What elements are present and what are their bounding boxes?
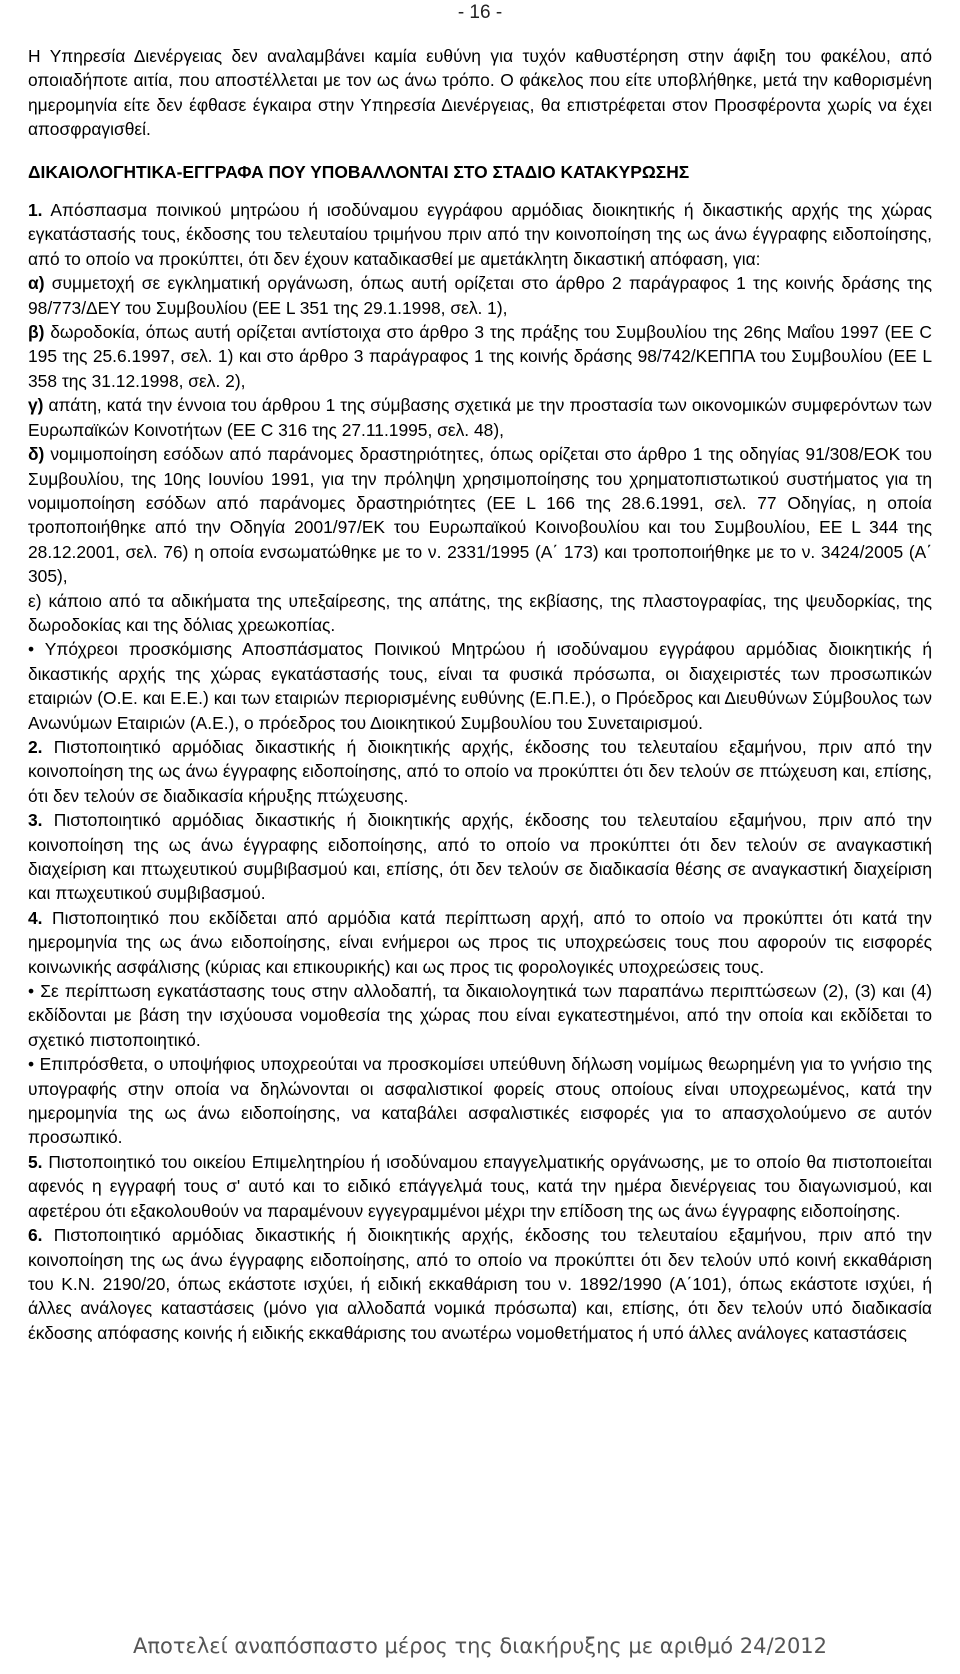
item-1a-text: συμμετοχή σε εγκληματική οργάνωση, όπως αυτή ορίζεται στο άρθρο 2 παράγραφος 1 της κοινής δράσης της 98/773/ΔΕΥ του Συμβουλίου (ΕΕ L 351 της 29.1.1998, σελ. 1),: [28, 273, 932, 318]
intro-paragraph: Η Υπηρεσία Διενέργειας δεν αναλαμβάνει καμία ευθύνη για τυχόν καθυστέρηση στην άφιξη του φακέλου, από οποιαδήποτε αιτία, που αποστέλλεται με τον ως άνω τρόπο. Ο φάκελος που είτε υποβλήθηκε, μετά την καθορισμένη ημερομηνία είτε δεν έφθασε έγκαιρα στην Υπηρεσία Διενέργειας, θα επιστρέφεται στον Προσφέροντα χωρίς να έχει αποσφραγισθεί.: [28, 46, 932, 140]
page-number: - 16 -: [457, 2, 503, 23]
item-3: [28, 808, 932, 906]
item-1-label: 1.: [28, 200, 43, 221]
item-3-text: Πιστοποιητικό αρμόδιας δικαστικής ή διοικητικής αρχής, έκδοσης του τελευταίου εξαμήνου, πριν από την κοινοποίηση της ως άνω έγγραφης ειδοποίησης, από το οποίο να προκύπτει ότι δεν τελούν σε αναγκαστική διαχείριση και πτωχευτικού συμβιβασμού και, επίσης, ότι δεν τελούν σε διαδικασία θέσης σε αναγκαστική διαχείριση και πτωχευτικού συμβιβασμού.: [28, 810, 932, 904]
bullet-2: • Σε περίπτωση εγκατάστασης τους στην αλλοδαπή, τα δικαιολογητικά των παραπάνω περιπτώσεων (2), (3) και (4) εκδίδονται με βάση την ισχύουσα νομοθεσία της χώρας που είναι εγκατεστημένοι, από την οποία και εκδίδεται το σχετικό πιστοποιητικό.: [28, 981, 932, 1050]
item-1: [28, 198, 932, 271]
item-1b: [28, 320, 932, 393]
bullet-3: • Επιπρόσθετα, ο υποψήφιος υποχρεούται να προσκομίσει υπεύθυνη δήλωση νομίμως θεωρημένη για το γνήσιο της υπογραφής στην οποία να δηλώνονται οι ασφαλιστικοί φορείς στους οποίους είναι υποχρεωμένος, κατά την ημερομηνία της ως άνω ειδοποίησης, να καταβάλει ασφαλιστικές εισφορές για το απασχολούμενο σε αυτόν προσωπικό.: [28, 1054, 932, 1148]
item-6-text: Πιστοποιητικό αρμόδιας δικαστικής ή διοικητικής αρχής, έκδοσης του τελευταίου εξαμήνου, πριν από την κοινοποίηση της ως άνω έγγραφης ειδοποίησης, από το οποίο να προκύπτει ότι δεν τελούν υπό κοινή εκκαθάριση του Κ.Ν. 2190/20, όπως εκάστοτε ισχύει, ή ειδική εκκαθάριση του ν. 1892/1990 (Α΄101), όπως εκάστοτε ισχύει, ή άλλες ανάλογες καταστάσεις (μόνο για αλλοδαπά νομικά πρόσωπα) και, επίσης, ότι δεν τελούν υπό διαδικασία έκδοσης απόφασης κοινής ή ειδικής εκκαθάρισης του ανωτέρω νομοθετήματος ή υπό άλλες ανάλογες καταστάσεις: [28, 1225, 932, 1343]
item-1a: [28, 271, 932, 320]
bullet-1: • Υπόχρεοι προσκόμισης Αποσπάσματος Ποινικού Μητρώου ή ισοδύναμου εγγράφου αρμόδιας διοικητικής ή δικαστικής αρχής της χώρας εγκατάστασής τους, είναι τα φυσικά πρόσωπα, οι διαχειριστές των προσωπικών εταιριών (Ο.Ε. και Ε.Ε.) και των εταιριών περιορισμένης ευθύνης (Ε.Π.Ε.), ο Πρόεδρος και Διευθύνων Σύμβουλος των Ανωνύμων Εταιριών (Α.Ε.), ο πρόεδρος του Διοικητικού Συμβουλίου του Συνεταιρισμού.: [28, 639, 932, 733]
item-5: [28, 1150, 932, 1223]
page-footer: Αποτελεί αναπόσπαστο μέρος της διακήρυξης με αριθμό 24/2012: [132, 1634, 828, 1658]
item-4-text: Πιστοποιητικό που εκδίδεται από αρμόδια κατά περίπτωση αρχή, από το οποίο να προκύπτει ότι κατά την ημερομηνία της ως άνω ειδοποίησης, είναι ενήμεροι ως προς τις υποχρεώσεις τους που αφορούν τις εισφορές κοινωνικής ασφάλισης (κύριας και επικουρικής) και ως προς τις φορολογικές υποχρεώσεις τους.: [28, 907, 932, 977]
item-1c-label: γ): [28, 395, 44, 416]
item-1c: [28, 393, 932, 442]
item-6-label: 6.: [28, 1225, 43, 1246]
item-3-label: 3.: [28, 810, 43, 831]
item-1-text: Απόσπασμα ποινικού μητρώου ή ισοδύναμου εγγράφου αρμόδιας διοικητικής ή δικαστικής αρχής της χώρας εγκατάστασής τους, έκδοσης του τελευταίου τριμήνου πριν από την κοινοποίηση της ως άνω έγγραφης ειδοποίησης, από το οποίο να προκύπτει, ότι δεν έχουν καταδικασθεί με αμετάκλητη δικαστική απόφαση, για:: [28, 200, 932, 269]
section-heading: ΔΙΚΑΙΟΛΟΓΗΤΙΚΑ-ΕΓΓΡΑΦΑ ΠΟΥ ΥΠΟΒΑΛΛΟΝΤΑΙ ΣΤΟ ΣΤΑΔΙΟ ΚΑΤΑΚΥΡΩΣΗΣ: [28, 161, 690, 182]
item-2-text: Πιστοποιητικό αρμόδιας δικαστικής ή διοικητικής αρχής, έκδοσης του τελευταίου εξαμήνου, πριν από την κοινοποίηση της ως άνω έγγραφης ειδοποίησης, από το οποίο να προκύπτει ότι δεν τελούν σε πτώχευση και, επίσης, ότι δεν τελούν σε διαδικασία κήρυξης πτώχευσης.: [28, 736, 932, 806]
item-2-label: 2.: [28, 736, 43, 757]
item-5-label: 5.: [28, 1151, 43, 1172]
item-1c-text: απάτη, κατά την έννοια του άρθρου 1 της σύμβασης σχετικά με την προστασία των οικονομικών συμφερόντων των Ευρωπαϊκών Κοινοτήτων (ΕΕ C 316 της 27.11.1995, σελ. 48),: [28, 395, 932, 440]
item-1d: [28, 442, 932, 588]
item-4: [28, 906, 932, 979]
item-1e: ε) κάποιο από τα αδικήματα της υπεξαίρεσης, της απάτης, της εκβίασης, της πλαστογραφίας, της ψευδορκίας, της δωροδοκίας και της δόλιας χρεωκοπίας.: [28, 590, 932, 635]
item-6: [28, 1223, 932, 1345]
item-5-text: Πιστοποιητικό του οικείου Επιμελητηρίου ή ισοδύναμου επαγγελματικής οργάνωσης, με το οποίο θα πιστοποιείται αφενός η εγγραφή τους σ' αυτό και το ειδικό επάγγελμά τους, κατά την ημέρα διενέργειας του διαγωνισμού, και αφετέρου ότι εξακολουθούν να παραμένουν εγγεγραμμένοι μέχρι την επίδοση της ως άνω έγγραφης ειδοποίησης.: [28, 1151, 932, 1221]
item-1d-label: δ): [28, 444, 45, 465]
item-1b-text: δωροδοκία, όπως αυτή ορίζεται αντίστοιχα στο άρθρο 3 της πράξης του Συμβουλίου της 26ης Μαΐου 1997 (ΕΕ C 195 της 25.6.1997, σελ. 1) και στο άρθρο 3 παράγραφος 1 της κοινής δράσης 98/742/ΚΕΠΠΑ του Συμβουλίου (ΕΕ L 358 της 31.12.1998, σελ. 2),: [28, 322, 932, 391]
item-1d-text: νομιμοποίηση εσόδων από παράνομες δραστηριότητες, όπως ορίζεται στο άρθρο 1 της οδηγίας 91/308/ΕΟΚ του Συμβουλίου, της 10ης Ιουνίου 1991, για την πρόληψη χρησιμοποίησης του χρηματοπιστωτικού συστήματος για τη νομιμοποίηση εσόδων από παράνομες δραστηριότητες (ΕΕ L 166 της 28.6.1991, σελ. 77 Οδηγίας, η οποία τροποποιήθηκε από την Οδηγία 2001/97/ΕΚ του Ευρωπαϊκού Κοινοβουλίου και του Συμβουλίου, ΕΕ L 344 της 28.12.2001, σελ. 76) η οποία ενσωματώθηκε με το ν. 2331/1995 (Α΄ 173) και τροποποιήθηκε με το ν. 3424/2005 (Α΄ 305),: [28, 444, 932, 587]
item-2: [28, 735, 932, 808]
item-1b-label: β): [28, 322, 45, 343]
document-body: [28, 44, 932, 1345]
item-1a-label: α): [28, 273, 45, 294]
item-4-label: 4.: [28, 907, 43, 928]
